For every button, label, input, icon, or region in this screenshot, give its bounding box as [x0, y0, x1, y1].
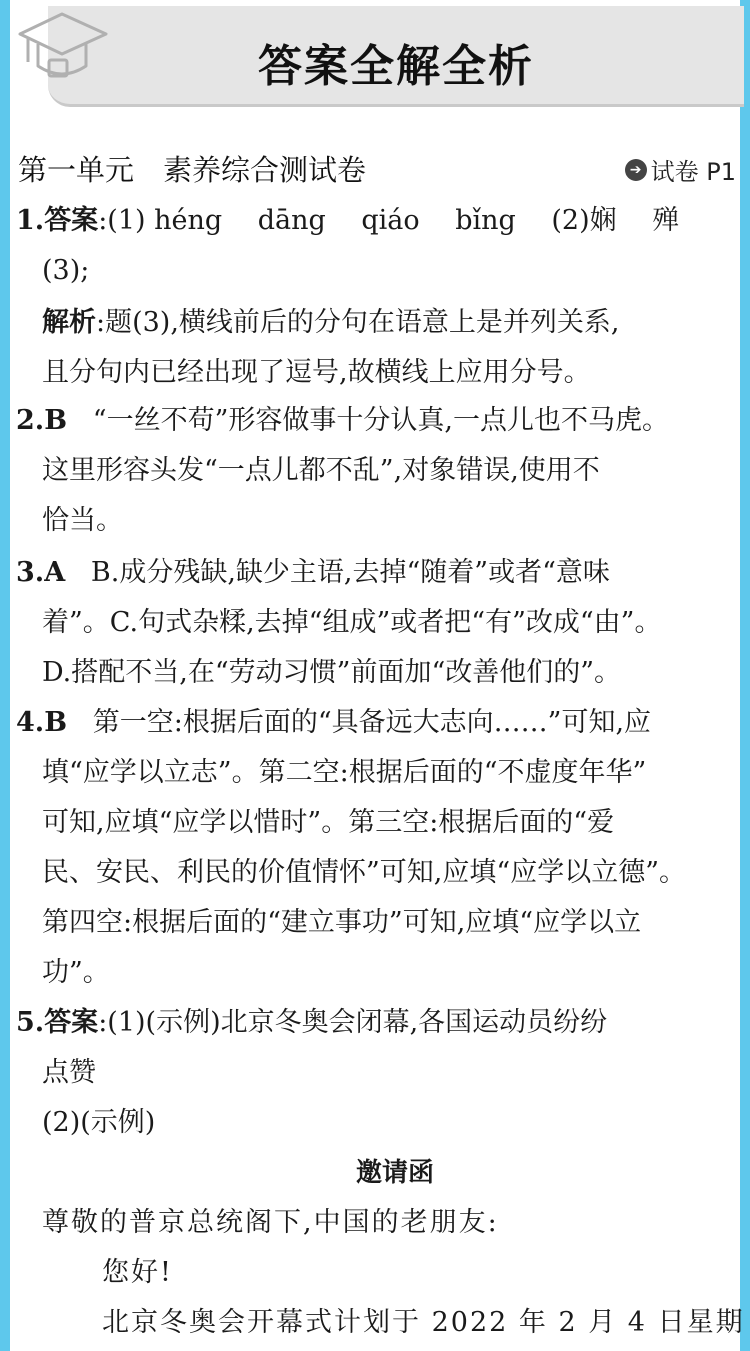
- q1-line-1: [16, 204, 679, 238]
- q1-analysis-label: 解析: [42, 307, 96, 338]
- q2-answer: B: [44, 405, 68, 436]
- q2-text-1: “一丝不苟”形容做事十分认真,一点儿也不马虎。: [92, 405, 669, 436]
- letter-greeting: 您好!: [102, 1257, 173, 1288]
- q5-line-1: [16, 1006, 607, 1040]
- q1-answer-label: 答案: [44, 205, 99, 236]
- letter-body-line-1: 北京冬奥会开幕式计划于 2022 年 2 月 4 日星期: [102, 1307, 745, 1338]
- q4-answer: B: [44, 707, 68, 738]
- page-title: 答案全解全析: [258, 41, 534, 92]
- q4-line-3: 可知,应填“应学以惜时”。第三空:根据后面的“爱: [42, 807, 615, 838]
- q3-number: 3.: [16, 557, 45, 588]
- q4-line-4: 民、安民、利民的价值情怀”可知,应填“应学以立德”。: [42, 857, 686, 888]
- arrow-right-icon: ➔: [625, 159, 647, 181]
- q5-answer-text: :(1)(示例)北京冬奥会闭幕,各国运动员纷纷: [98, 1007, 608, 1038]
- q4-line-6: 功”。: [42, 957, 110, 988]
- q2-line-2: 这里形容头发“一点儿都不乱”,对象错误,使用不: [42, 455, 600, 486]
- q3-text-1: B.成分残缺,缺少主语,去掉“随着”或者“意味: [90, 557, 610, 588]
- header-banner: [48, 6, 744, 107]
- q5-answer-label: 答案: [44, 1007, 99, 1038]
- q2-line-1: [16, 404, 669, 438]
- q5-line-3: (2)(示例): [42, 1107, 156, 1138]
- q3-answer: A: [44, 557, 66, 588]
- graduation-cap-icon: [14, 6, 110, 88]
- q1-line-2: (3);: [42, 255, 90, 286]
- q5-line-2: 点赞: [42, 1057, 96, 1088]
- q1-analysis-line-2: 且分句内已经出现了逗号,故横线上应用分号。: [42, 357, 591, 388]
- q3-line-1: [16, 556, 610, 590]
- q1-analysis-text: :题(3),横线前后的分句在语意上是并列关系,: [96, 307, 620, 338]
- section-title: 第一单元 素养综合测试卷: [18, 153, 367, 187]
- q2-number: 2.: [16, 405, 45, 436]
- q5-number: 5.: [16, 1007, 45, 1038]
- letter-salutation: 尊敬的普京总统阁下,中国的老朋友:: [42, 1207, 499, 1238]
- q3-line-3: D.搭配不当,在“劳动习惯”前面加“改善他们的”。: [42, 657, 622, 688]
- q4-text-1: 第一空:根据后面的“具备远大志向……”可知,应: [92, 707, 652, 738]
- q1-analysis-line-1: [42, 306, 620, 340]
- q1-number: 1.: [16, 205, 45, 236]
- page-reference-text: 试卷 P1: [650, 158, 736, 186]
- page-reference: [625, 152, 736, 187]
- q4-line-1: [16, 706, 651, 740]
- q3-line-2: 着”。C.句式杂糅,去掉“组成”或者把“有”改成“由”。: [42, 607, 662, 638]
- q1-answer-text: :(1) héng dāng qiáo bǐng (2)娴 殚: [98, 205, 680, 236]
- q4-line-2: 填“应学以立志”。第二空:根据后面的“不虚度年华”: [42, 757, 647, 788]
- q2-line-3: 恰当。: [42, 505, 123, 536]
- letter-title: 邀请函: [355, 1158, 434, 1188]
- q4-number: 4.: [16, 707, 45, 738]
- answer-page: [10, 0, 745, 1351]
- q4-line-5: 第四空:根据后面的“建立事功”可知,应填“应学以立: [42, 907, 642, 938]
